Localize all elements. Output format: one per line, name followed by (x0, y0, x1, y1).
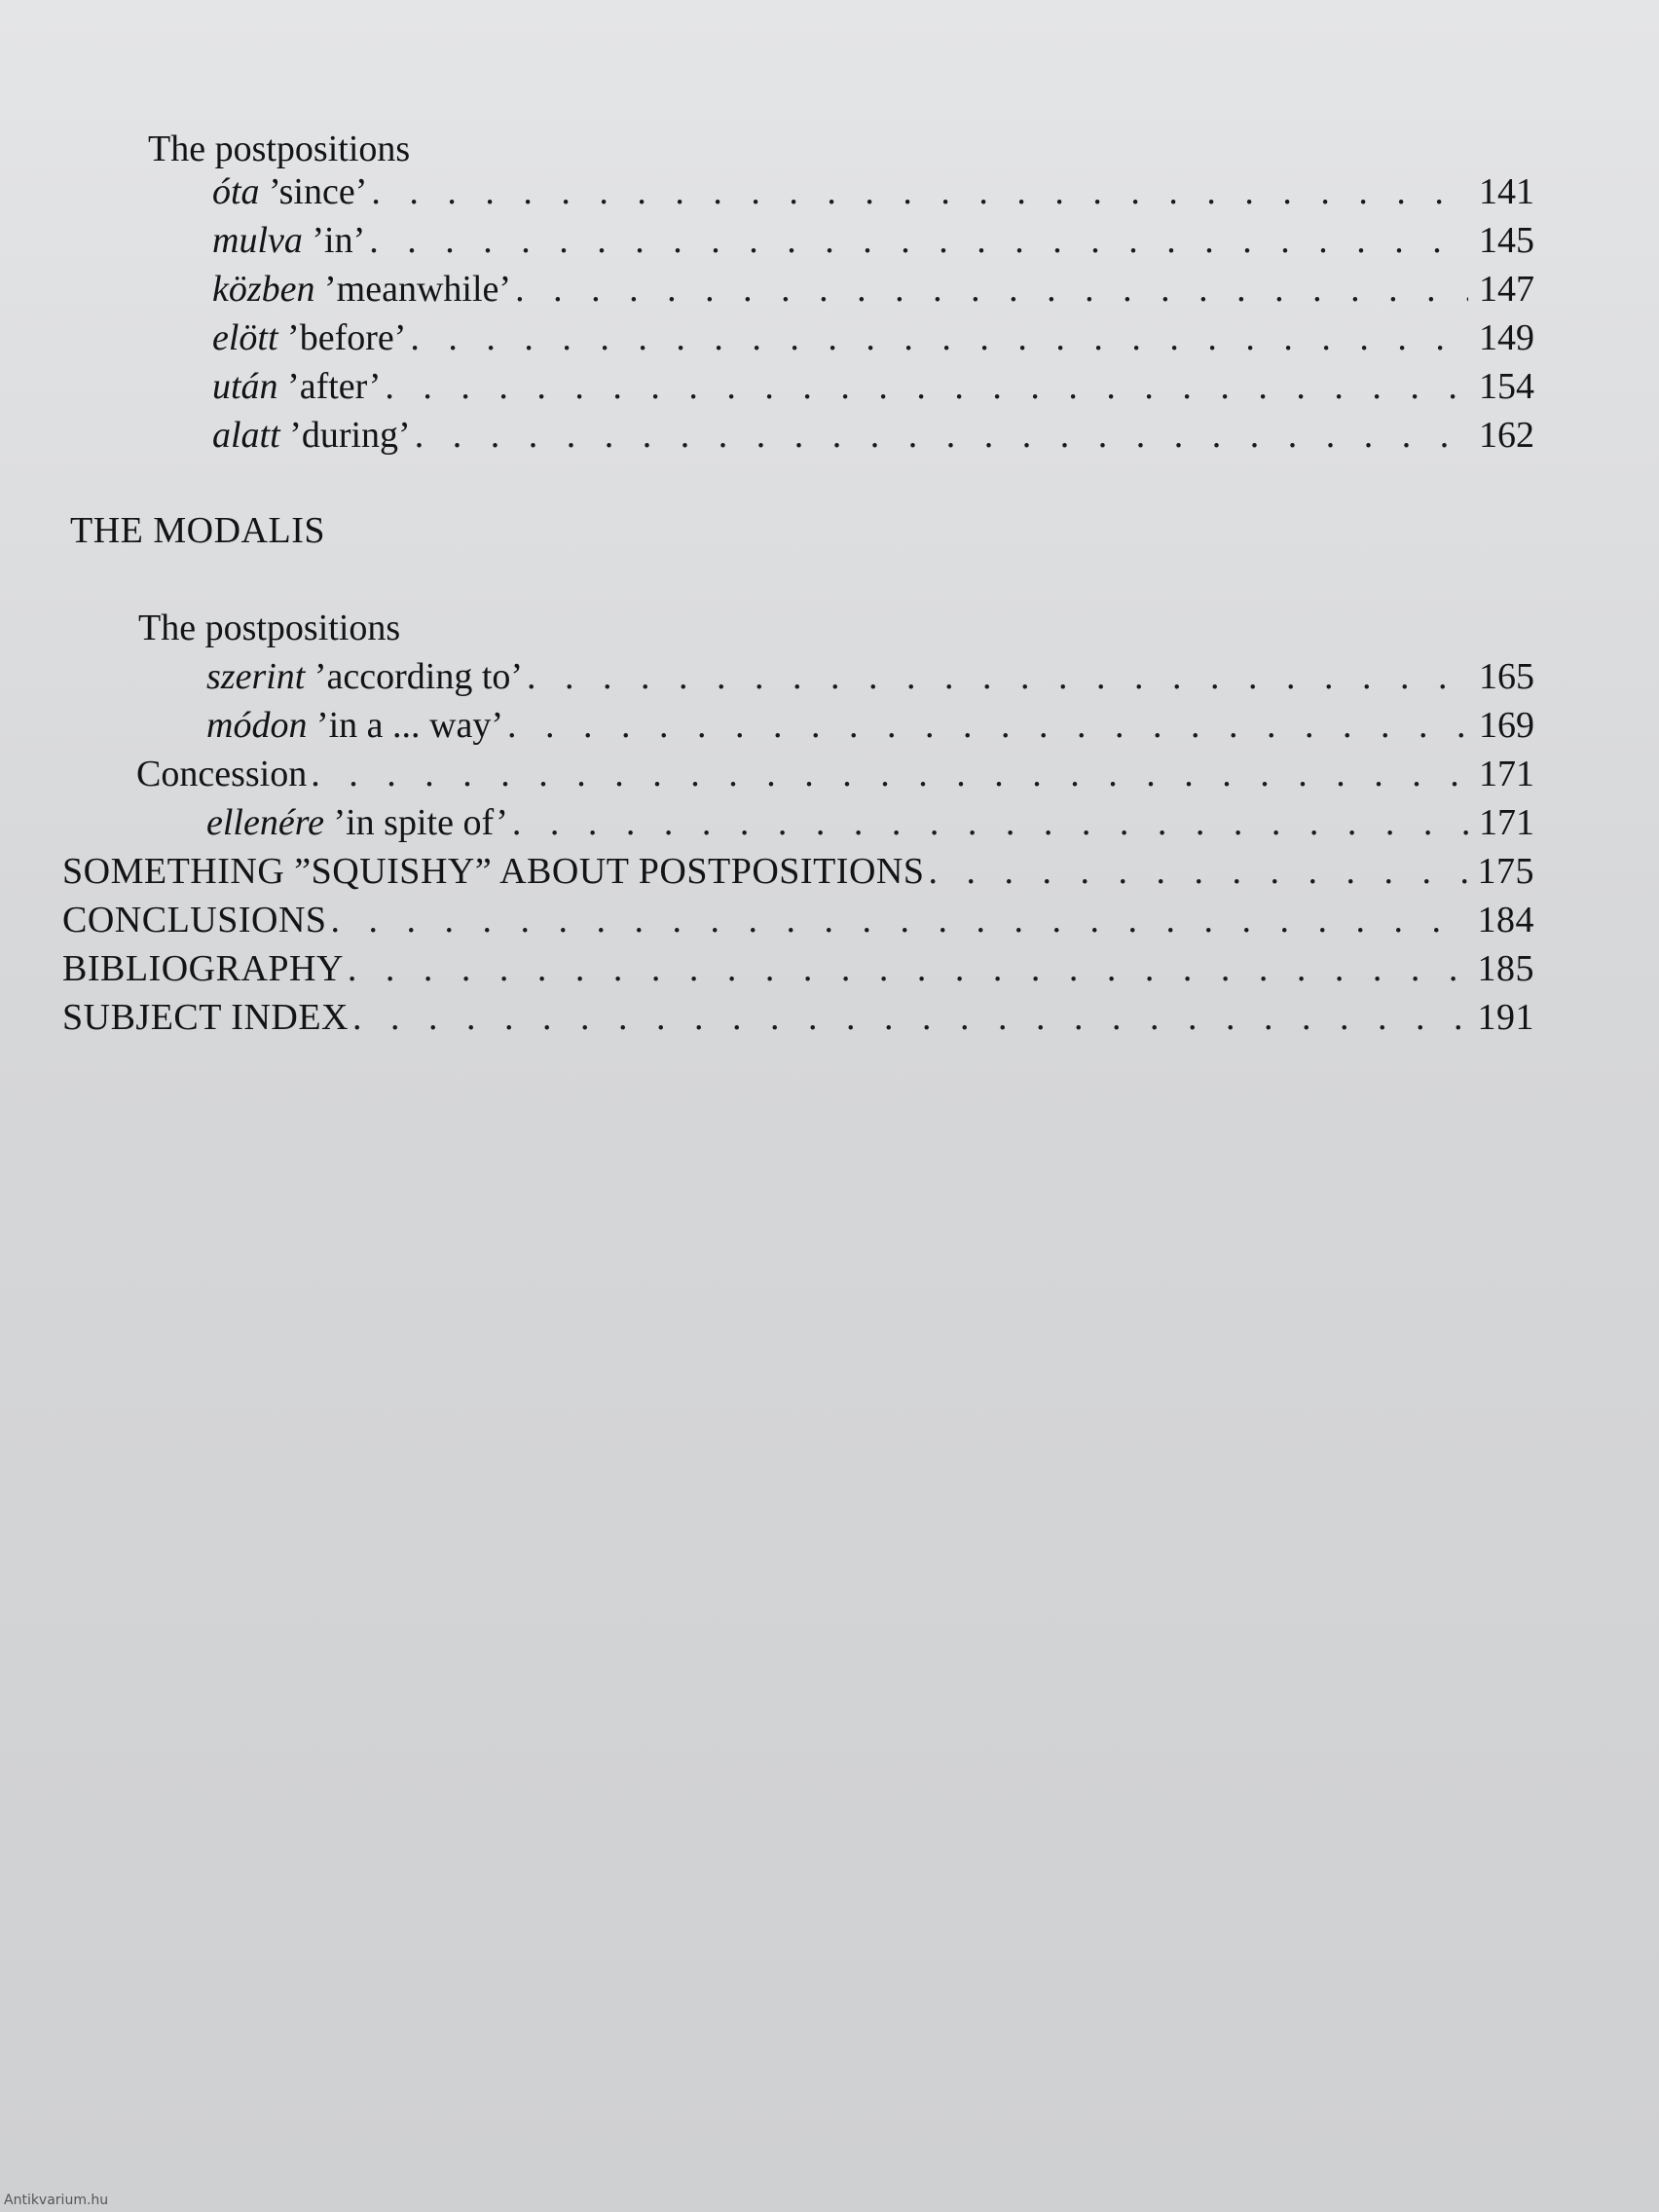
toc-entry (212, 313, 1534, 362)
entry-gloss: ’meanwhile’ (314, 269, 512, 310)
toc-entry-top (62, 944, 1534, 993)
entry-term: után (212, 366, 278, 407)
entry-gloss: ’in’ (302, 220, 366, 261)
entry-term: elött (212, 317, 278, 358)
page-number: 162 (1479, 415, 1534, 456)
entry-term: óta (212, 171, 260, 212)
entry-label: SUBJECT INDEX (62, 997, 349, 1038)
entry-gloss: ’before’ (277, 317, 407, 358)
toc-entry (212, 167, 1534, 216)
toc-subheading (138, 604, 400, 652)
dot-leader (369, 216, 1468, 265)
entry-gloss: ’during’ (279, 415, 411, 456)
page-number: 184 (1477, 900, 1534, 940)
page-number: 149 (1479, 317, 1534, 358)
toc-entry (206, 652, 1534, 701)
toc-entry (206, 701, 1534, 750)
dot-leader (385, 362, 1468, 411)
toc-entry (212, 216, 1534, 265)
entry-label: SOMETHING ”SQUISHY” ABOUT POSTPOSITIONS (62, 851, 925, 892)
entry-label: Concession (136, 754, 308, 794)
page-number: 171 (1479, 754, 1534, 794)
dot-leader (928, 847, 1468, 896)
dot-leader (311, 750, 1468, 798)
watermark: Antikvarium.hu (4, 2193, 109, 2208)
subheading-text: The postpositions (138, 608, 401, 648)
entry-gloss: ’since’ (259, 171, 368, 212)
page-number: 147 (1479, 269, 1534, 310)
page-number: 191 (1477, 997, 1534, 1038)
subheading-text: The postpositions (148, 129, 411, 169)
dot-leader (410, 313, 1468, 362)
dot-leader (512, 798, 1468, 847)
dot-leader (352, 993, 1468, 1042)
toc-entry-top (62, 896, 1534, 944)
dot-leader (515, 265, 1468, 313)
entry-gloss: ’after’ (277, 366, 382, 407)
entry-term: alatt (212, 415, 280, 456)
page-number: 141 (1479, 171, 1534, 212)
entry-gloss: ’in spite of’ (323, 802, 508, 843)
entry-gloss: ’according to’ (305, 656, 524, 697)
toc-entry-concession (136, 750, 1534, 798)
section-heading-text: THE MODALIS (70, 510, 325, 551)
page-number: 171 (1479, 802, 1534, 843)
entry-label: CONCLUSIONS (62, 900, 327, 940)
entry-term: közben (212, 269, 315, 310)
toc-entry-top (62, 847, 1534, 896)
page-number: 165 (1479, 656, 1534, 697)
dot-leader (331, 896, 1468, 944)
dot-leader (415, 411, 1468, 460)
toc-entry (212, 362, 1534, 411)
toc-subheading (148, 125, 410, 173)
entry-term: módon (206, 705, 308, 746)
page-number: 185 (1477, 948, 1534, 989)
page-number: 145 (1479, 220, 1534, 261)
section-heading (70, 506, 325, 555)
toc-entry (206, 798, 1534, 847)
page-number: 175 (1477, 851, 1534, 892)
dot-leader (527, 652, 1468, 701)
entry-term: szerint (206, 656, 306, 697)
entry-gloss: ’in a ... way’ (307, 705, 503, 746)
entry-label: BIBLIOGRAPHY (62, 948, 344, 989)
toc-entry (212, 411, 1534, 460)
dot-leader (348, 944, 1468, 993)
entry-term: ellenére (206, 802, 324, 843)
toc-entry (212, 265, 1534, 313)
dot-leader (371, 167, 1468, 216)
page-number: 169 (1479, 705, 1534, 746)
entry-term: mulva (212, 220, 303, 261)
page-number: 154 (1479, 366, 1534, 407)
dot-leader (507, 701, 1468, 750)
toc-entry-top (62, 993, 1534, 1042)
